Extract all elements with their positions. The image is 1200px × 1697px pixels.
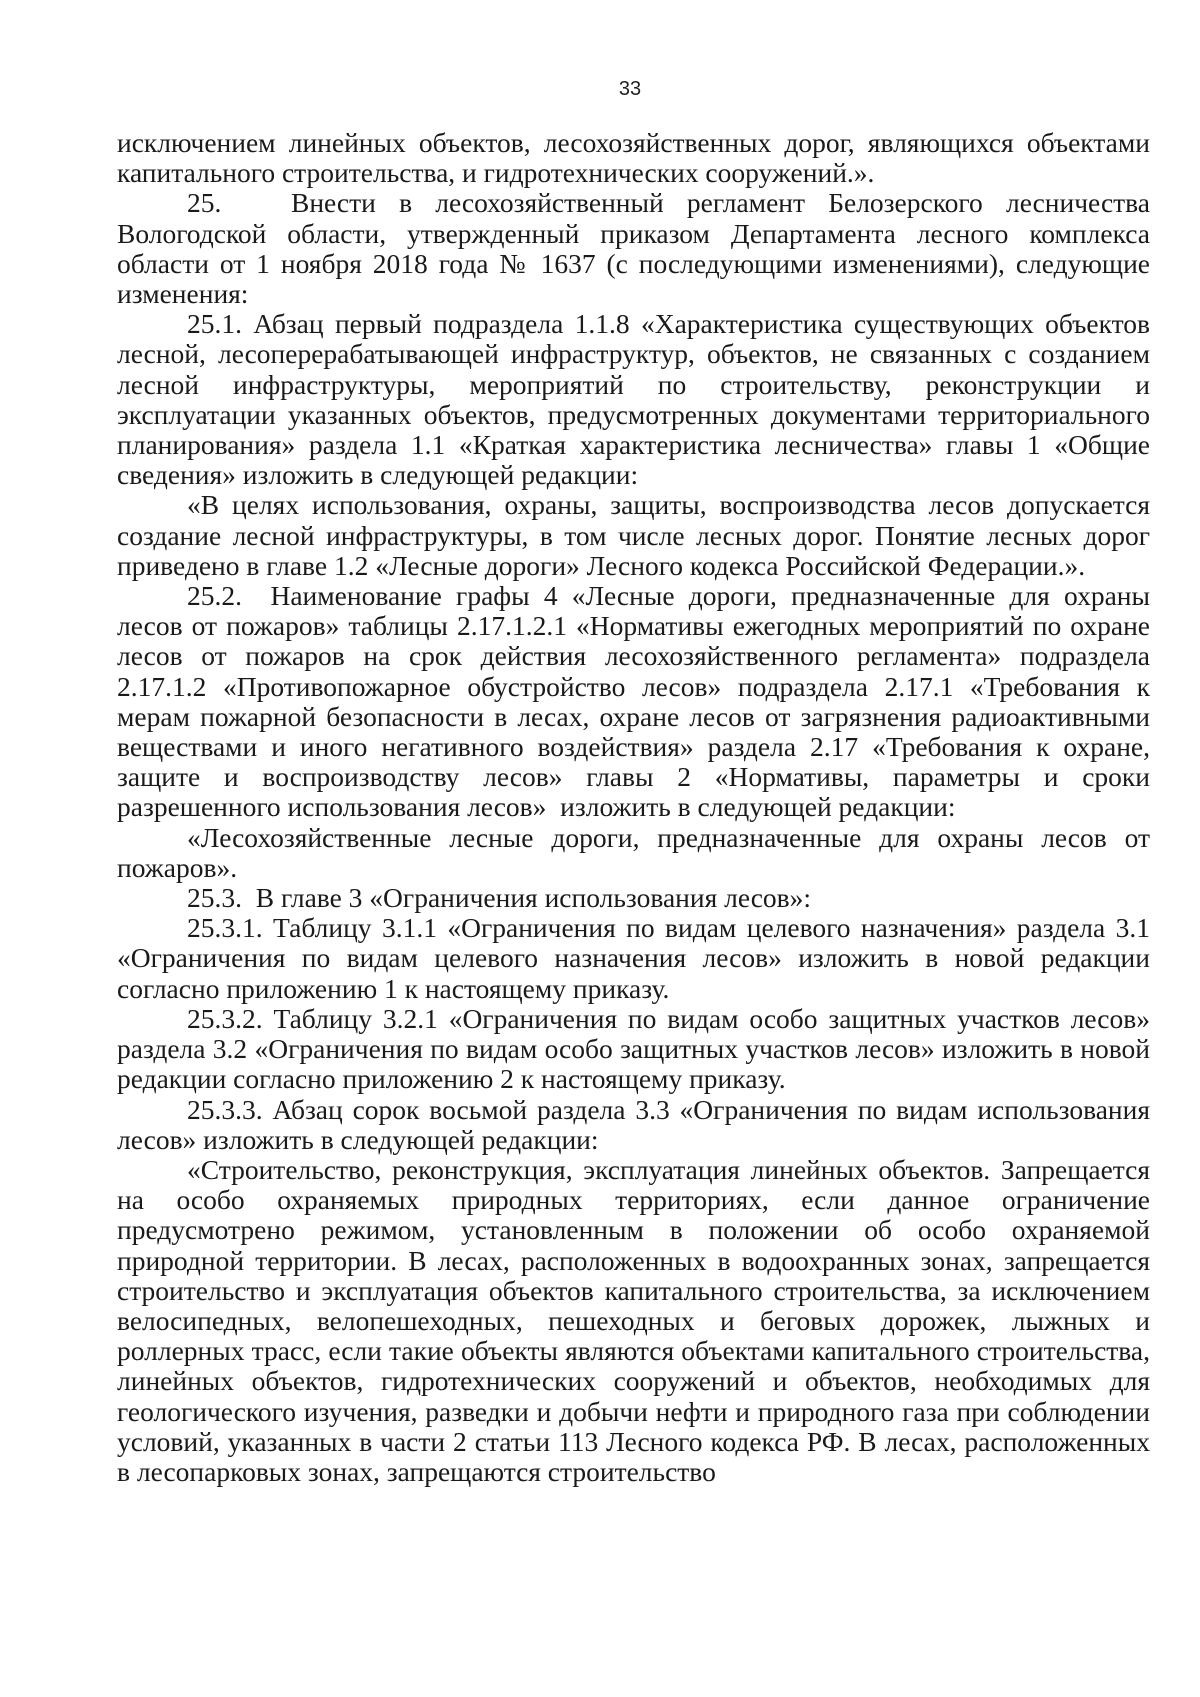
paragraph: 25.3. В главе 3 «Ограничения использования лесов»: — [187, 882, 812, 914]
document-body — [117, 128, 1150, 1487]
paragraph: исключением линейных объектов, лесохозяйственных дорог, являющихся объектами капитального строительства, и гидротехнических сооружений.». — [117, 127, 1150, 189]
paragraph: 25.3.3. Абзац сорок восьмой раздела 3.3 «Ограничения по видам использования лесов» изложить в следующей редакции: — [117, 1093, 1150, 1155]
paragraph: 25.1. Абзац первый подраздела 1.1.8 «Характеристика существующих объектов лесной, лесоперерабатывающей инфраструктур, объектов, не связанных с созданием лесной инфраструктуры, мероприятий по строительству, реконструкции и эксплуатации указанных объектов, предусмотренных документами территориального планирования» раздела 1.1 «Краткая характеристика лесничества» главы 1 «Общие сведения» изложить в следующей редакции: — [117, 308, 1150, 491]
paragraph: 25.3.2. Таблицу 3.2.1 «Ограничения по видам особо защитных участков лесов» раздела 3.2 «Ограничения по видам особо защитных участков лесов» изложить в новой редакции согласно приложению 2 к настоящему приказу. — [117, 1002, 1150, 1095]
paragraph: «Строительство, реконструкция, эксплуатация линейных объектов. Запрещается на особо охраняемых природных территориях, если данное ограничение предусмотрено режимом, установленным в положении об особо охраняемой природной территории. В лесах, расположенных в водоохранных зонах, запрещается строительство и эксплуатация объектов капитального строительства, за исключением велосипедных, велопешеходных, пешеходных и беговых дорожек, лыжных и роллерных трасс, если такие объекты являются объектами капитального строительства, линейных объектов, гидротехнических сооружений и объектов, необходимых для геологического изучения, разведки и добычи нефти и природного газа при соблюдении условий, указанных в части 2 статьи 113 Лесного кодекса РФ. В лесах, расположенных в лесопарковых зонах, запрещаются строительство — [117, 1153, 1150, 1487]
paragraph: «Лесохозяйственные лесные дороги, предназначенные для охраны лесов от пожаров». — [117, 821, 1150, 883]
paragraph: 25.2. Наименование графы 4 «Лесные дороги, предназначенные для охраны лесов от пожаров» таблицы 2.17.1.2.1 «Нормативы ежегодных мероприятий по охране лесов от пожаров на срок действия лесохозяйственного регламента» подраздела 2.17.1.2 «Противопожарное обустройство лесов» подраздела 2.17.1 «Требования к мерам пожарной безопасности в лесах, охране лесов от загрязнения радиоактивными веществами и иного негативного воздействия» раздела 2.17 «Требования к охране, защите и воспроизводству лесов» главы 2 «Нормативы, параметры и сроки разрешенного использования лесов» изложить в следующей редакции: — [117, 580, 1150, 823]
page-number: 33 — [618, 78, 642, 100]
paragraph: 25.3.1. Таблицу 3.1.1 «Ограничения по видам целевого назначения» раздела 3.1 «Ограничения по видам целевого назначения лесов» изложить в новой редакции согласно приложению 1 к настоящему приказу. — [117, 912, 1150, 1004]
paragraph: 25. Внести в лесохозяйственный регламент Белозерского лесничества Вологодской области, утвержденный приказом Департамента лесного комплекса области от 1 ноября 2018 года № 1637 (с последующими изменениями), следующие изменения: — [117, 187, 1150, 310]
paragraph: «В целях использования, охраны, защиты, воспроизводства лесов допускается создание лесной инфраструктуры, в том числе лесных дорог. Понятие лесных дорог приведено в главе 1.2 «Лесные дороги» Лесного кодекса Российской Федерации.». — [117, 489, 1150, 581]
